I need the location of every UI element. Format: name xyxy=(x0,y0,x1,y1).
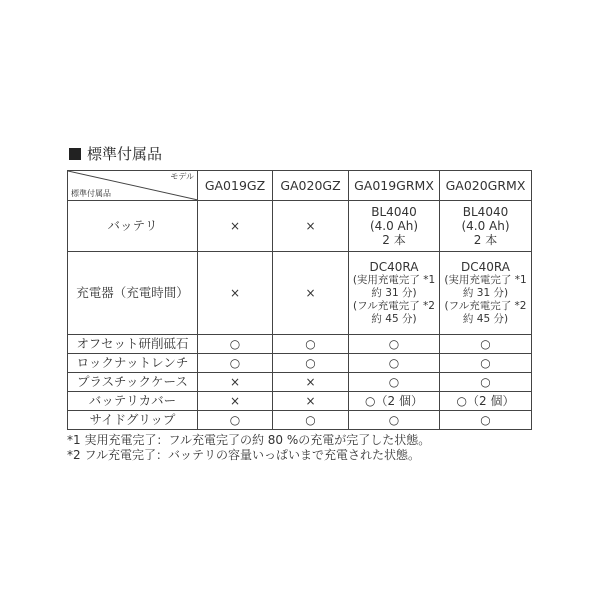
line: 2 本 xyxy=(382,233,406,247)
cell: × xyxy=(198,392,273,411)
cell xyxy=(349,252,440,335)
square-bullet-icon xyxy=(69,148,81,160)
model-header: GA020GRMX xyxy=(440,171,532,201)
line: (実用充電完了 *1 xyxy=(444,274,527,286)
model-header: GA019GRMX xyxy=(349,171,440,201)
cell: × xyxy=(273,201,349,252)
cell: × xyxy=(273,392,349,411)
cell: × xyxy=(198,252,273,335)
cell: ○（2 個） xyxy=(440,392,532,411)
battery-row xyxy=(68,201,532,252)
cell xyxy=(440,252,532,335)
cell: × xyxy=(273,373,349,392)
cell: × xyxy=(198,201,273,252)
cell: ○ xyxy=(349,335,440,354)
line: 約 45 分) xyxy=(462,313,509,325)
cell: ○ xyxy=(349,373,440,392)
cell: ○ xyxy=(273,354,349,373)
header-row xyxy=(68,171,532,201)
table-row xyxy=(68,411,532,430)
section-title-text: 標準付属品 xyxy=(87,145,163,163)
cell xyxy=(349,201,440,252)
table-row xyxy=(68,373,532,392)
corner-model-label: モデル xyxy=(170,172,194,181)
footnote-1: *1 実用充電完了：フル充電完了の約 80 %の充電が完了した状態。 xyxy=(67,433,431,447)
row-label: ロックナットレンチ xyxy=(68,354,198,373)
line: 約 31 分) xyxy=(371,287,417,299)
line: (フル充電完了 *2 xyxy=(444,300,527,312)
row-label: プラスチックケース xyxy=(68,373,198,392)
table-row xyxy=(68,354,532,373)
line: DC40RA xyxy=(461,260,510,274)
table-row xyxy=(68,392,532,411)
charger-row xyxy=(68,252,532,335)
cell: ○ xyxy=(198,335,273,354)
line: 2 本 xyxy=(473,233,498,247)
cell: ○ xyxy=(198,411,273,430)
line: BL4040 xyxy=(371,205,417,219)
line: DC40RA xyxy=(369,260,419,274)
footnote-2: *2 フル充電完了：バッテリの容量いっぱいまで充電された状態。 xyxy=(67,448,420,462)
line: (実用充電完了 *1 xyxy=(352,274,436,286)
line: (4.0 Ah) xyxy=(369,219,419,233)
cell: ○ xyxy=(349,354,440,373)
table-row xyxy=(68,335,532,354)
line: BL4040 xyxy=(462,205,509,219)
cell: ○ xyxy=(440,354,532,373)
line: 約 45 分) xyxy=(371,313,417,325)
cell: ○ xyxy=(273,411,349,430)
cell: × xyxy=(273,252,349,335)
accessories-table xyxy=(67,170,532,430)
line: (フル充電完了 *2 xyxy=(353,300,435,312)
cell: ○ xyxy=(440,411,532,430)
row-label: サイドグリップ xyxy=(68,411,198,430)
corner-cell xyxy=(68,171,198,201)
model-header: GA019GZ xyxy=(198,171,273,201)
cell: ○ xyxy=(440,373,532,392)
cell: × xyxy=(198,373,273,392)
cell: ○ xyxy=(349,411,440,430)
row-label: オフセット研削砥石 xyxy=(68,335,198,354)
row-label: バッテリ xyxy=(68,201,198,252)
section-title xyxy=(69,143,162,164)
cell: ○ xyxy=(440,335,532,354)
model-header: GA020GZ xyxy=(273,171,349,201)
cell xyxy=(440,201,532,252)
cell: ○ xyxy=(273,335,349,354)
row-label: 充電器（充電時間） xyxy=(68,252,198,335)
line: 約 31 分) xyxy=(462,287,509,299)
line: (4.0 Ah) xyxy=(461,219,510,233)
corner-accessory-label: 標準付属品 xyxy=(71,189,111,198)
cell: ○ xyxy=(198,354,273,373)
row-label: バッテリカバー xyxy=(68,392,198,411)
cell: ○（2 個） xyxy=(349,392,440,411)
